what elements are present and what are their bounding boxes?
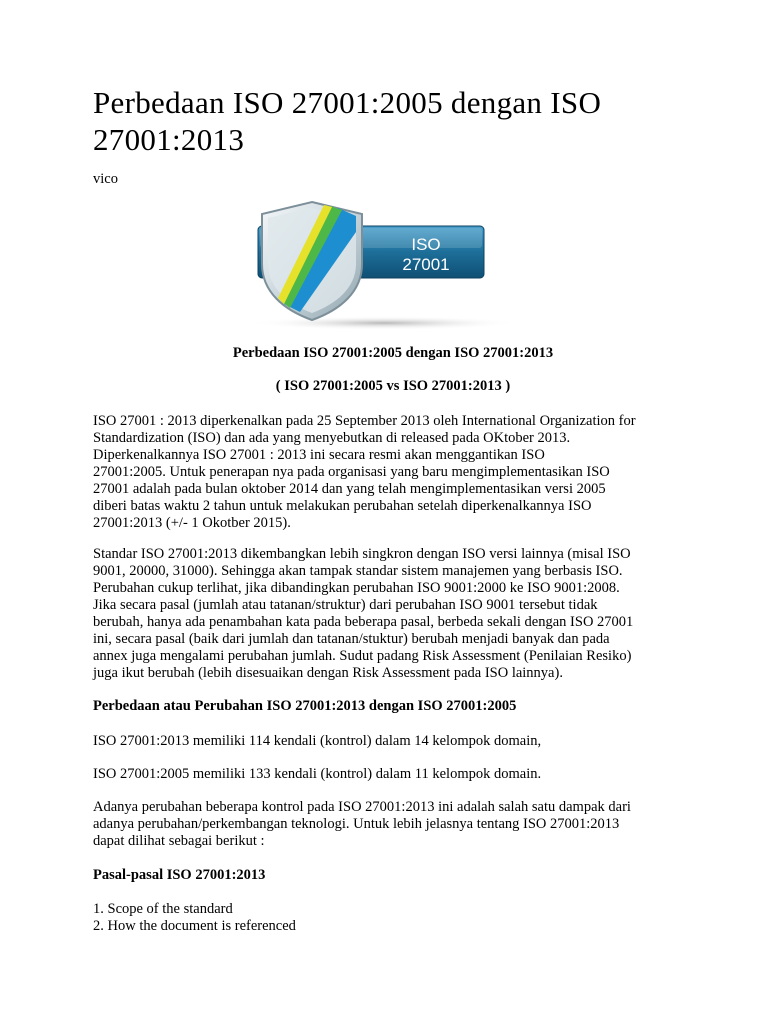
- author-name: vico: [93, 171, 118, 187]
- section-heading-differences: Perbedaan atau Perubahan ISO 27001:2013 dengan ISO 27001:2005: [93, 698, 517, 714]
- clause-list: [93, 901, 693, 935]
- text-line: 9001, 20000, 31000). Sehingga akan tampak standar sistem manajemen yang berbasis ISO.: [93, 563, 623, 579]
- text-line: annex juga mengalami perubahan jumlah. Sudut padang Risk Assessment (Penilaian Resiko): [93, 648, 632, 664]
- text-line: ini, secara pasal (baik dari jumlah dan tatanan/stuktur) berubah menjadi banyak dan pada: [93, 631, 610, 647]
- text-line: Standar ISO 27001:2013 dikembangkan lebih singkron dengan ISO versi lainnya (misal ISO: [93, 546, 631, 562]
- text-line: dapat dilihat sebagai berikut :: [93, 833, 265, 849]
- iso-27001-logo: [244, 196, 524, 334]
- text-line: adanya perubahan/perkembangan teknologi. Untuk lebih jelasnya tentang ISO 27001:2013: [93, 816, 620, 832]
- paragraph-standard: [93, 546, 693, 682]
- title-line-2: 27001:2013: [93, 122, 245, 157]
- text-line: juga ikut berubah (lebih disesuaikan dengan Risk Assessment pada ISO lainnya).: [93, 665, 563, 681]
- subtitle-versus: ( ISO 27001:2005 vs ISO 27001:2013 ): [275, 378, 511, 394]
- text-line: 27001 adalah pada bulan oktober 2014 dan yang telah mengimplementasikan versi 2005: [93, 481, 606, 497]
- text-line: diberi batas waktu 2 tahun untuk melakukan perubahan setelah diperkenalkannya ISO: [93, 498, 592, 514]
- list-item: 1. Scope of the standard: [93, 901, 233, 917]
- subtitle: Perbedaan ISO 27001:2005 dengan ISO 27001:2013: [232, 345, 554, 361]
- text-line: Adanya perubahan beberapa kontrol pada ISO 27001:2013 ini adalah salah satu dampak dari: [93, 799, 631, 815]
- paragraph-technology-change: [93, 799, 693, 850]
- text-line: ISO 27001 : 2013 diperkenalkan pada 25 September 2013 oleh International Organization for: [93, 413, 636, 429]
- logo-text-iso: ISO: [411, 235, 441, 254]
- paragraph-introduction: [93, 413, 693, 532]
- text-line: 27001:2013 (+/- 1 Okotber 2015).: [93, 515, 291, 531]
- list-item: 2. How the document is referenced: [93, 918, 296, 934]
- paragraph-2013-controls: ISO 27001:2013 memiliki 114 kendali (kontrol) dalam 14 kelompok domain,: [93, 733, 542, 749]
- document-title: [93, 84, 713, 158]
- text-line: Diperkenalkannya ISO 27001 : 2013 ini secara resmi akan menggantikan ISO: [93, 447, 545, 463]
- text-line: Jika secara pasal (jumlah atau tatanan/struktur) dari perubahan ISO 9001 tersebut tidak: [93, 597, 598, 613]
- shield-icon: [262, 202, 362, 320]
- paragraph-2005-controls: ISO 27001:2005 memiliki 133 kendali (kontrol) dalam 11 kelompok domain.: [93, 766, 542, 782]
- title-line-1: Perbedaan ISO 27001:2005 dengan ISO: [93, 85, 602, 120]
- text-line: berubah, hanya ada penambahan kata pada beberapa pasal, berbeda sekali dengan ISO 27001: [93, 614, 634, 630]
- logo-text-number: 27001: [402, 255, 450, 274]
- section-heading-clauses: Pasal-pasal ISO 27001:2013: [93, 867, 266, 883]
- text-line: Standardization (ISO) dan ada yang menyebutkan di released pada OKtober 2013.: [93, 430, 571, 446]
- text-line: 27001:2005. Untuk penerapan nya pada organisasi yang baru mengimplementasikan ISO: [93, 464, 610, 480]
- text-line: Perubahan cukup terlihat, jika dibandingkan perubahan ISO 9001:2000 ke ISO 9001:2008.: [93, 580, 620, 596]
